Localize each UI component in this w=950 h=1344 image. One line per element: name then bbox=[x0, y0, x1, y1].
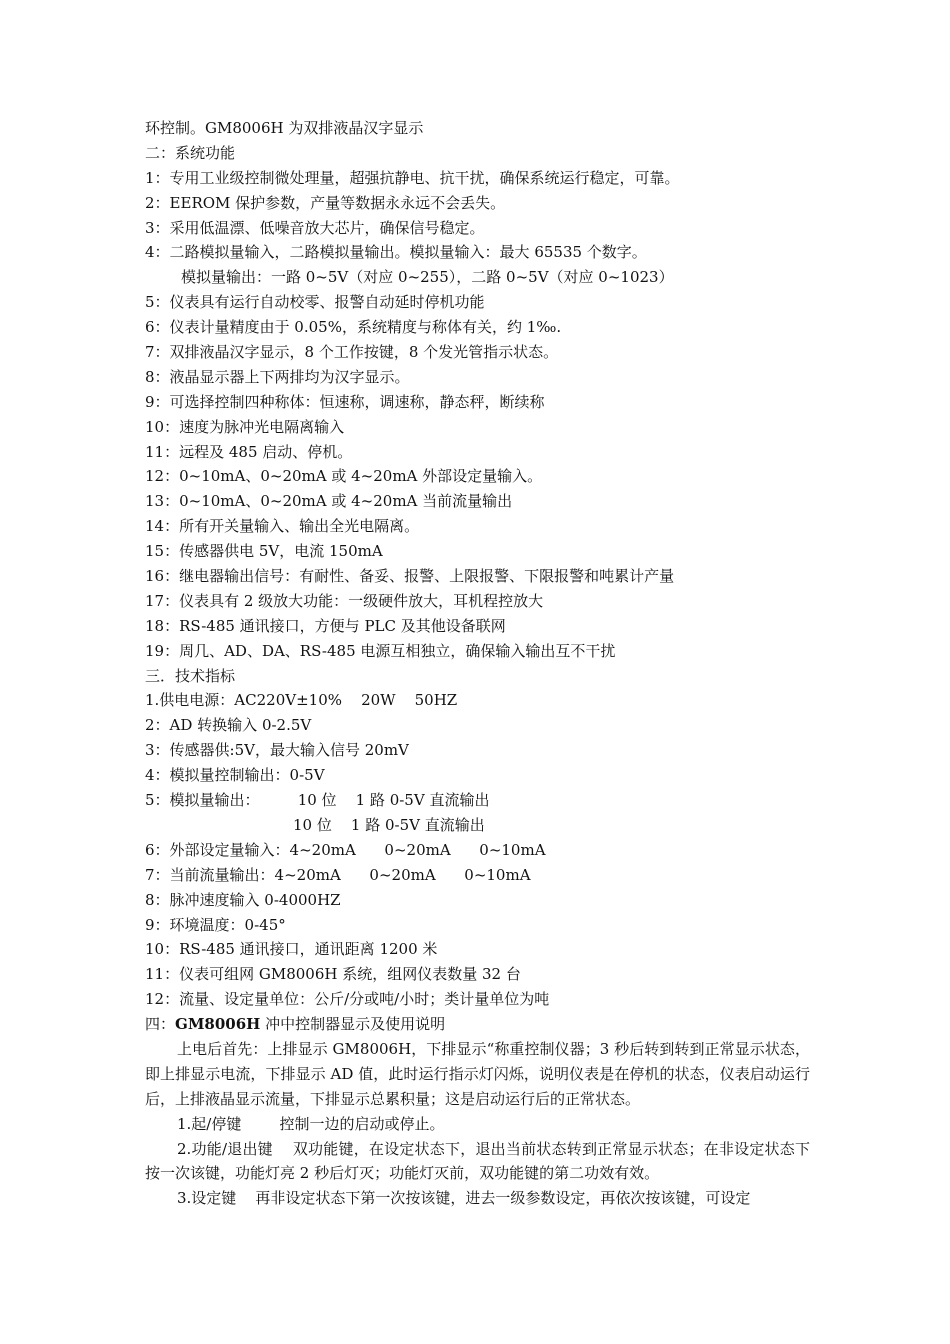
function-item: 模拟量输出：一路 0~5V（对应 0~255），二路 0~5V（对应 0~1023） bbox=[181, 268, 674, 287]
function-item: 7：双排液晶汉字显示，8 个工作按键，8 个发光管指示状态。 bbox=[145, 343, 559, 362]
function-item: 2：EEROM 保护参数，产量等数据永永远不会丢失。 bbox=[145, 193, 506, 212]
function-item: 12：0~10mA、0~20mA 或 4~20mA 外部设定量输入。 bbox=[145, 467, 543, 486]
function-item: 18：RS-485 通讯接口，方便与 PLC 及其他设备联网 bbox=[145, 616, 506, 635]
section-prefix: 四： bbox=[145, 1015, 176, 1034]
section-title-rest: 冲中控制器显示及使用说明 bbox=[260, 1015, 446, 1034]
paragraph-set-key: 3.设定键 再非设定状态下第一次按该键，进去一级参数设定，再依次按该键，可设定 bbox=[177, 1189, 751, 1208]
spec-item: 3：传感器供:5V，最大输入信号 20mV bbox=[145, 741, 409, 760]
function-item: 4：二路模拟量输入，二路模拟量输出。模拟量输入：最大 65535 个数字。 bbox=[145, 243, 647, 262]
function-item: 19：周几、AD、DA、RS-485 电源互相独立，确保输入输出互不干扰 bbox=[145, 641, 616, 660]
spec-item: 4：模拟量控制输出：0-5V bbox=[145, 766, 325, 785]
intro-line: 环控制。GM8006H 为双排液晶汉字显示 bbox=[145, 119, 424, 137]
function-item: 5：仪表具有运行自动校零、报警自动延时停机功能 bbox=[145, 293, 485, 312]
function-item: 3：采用低温漂、低噪音放大芯片，确保信号稳定。 bbox=[145, 218, 485, 237]
function-item: 10：速度为脉冲光电隔离输入 bbox=[145, 417, 345, 436]
spec-item: 6：外部设定量输入：4~20mA 0~20mA 0~10mA bbox=[145, 840, 546, 859]
function-item: 8：液晶显示器上下两排均为汉字显示。 bbox=[145, 367, 410, 386]
function-item: 11：远程及 485 启动、停机。 bbox=[145, 442, 353, 461]
spec-item: 11：仪表可组网 GM8006H 系统，组网仪表数量 32 台 bbox=[145, 965, 521, 984]
document-page bbox=[145, 116, 810, 1211]
function-item: 16：继电器输出信号：有耐性、备妥、报警、上限报警、下限报警和吨累计产量 bbox=[145, 567, 675, 586]
spec-item: 12：流量、设定量单位：公斤/分或吨/小时；类计量单位为吨 bbox=[145, 990, 550, 1009]
spec-item: 9：环境温度：0-45° bbox=[145, 915, 286, 934]
spec-item: 7：当前流量输出：4~20mA 0~20mA 0~10mA bbox=[145, 865, 531, 884]
spec-item: 8：脉冲速度输入 0-4000HZ bbox=[145, 890, 341, 909]
paragraph-start-stop-key: 1.起/停键 控制一边的启动或停止。 bbox=[177, 1114, 445, 1133]
model-name: GM8006H bbox=[175, 1015, 261, 1034]
function-item: 9：可选择控制四种称体：恒速称，调速称，静态秤，断续称 bbox=[145, 392, 545, 411]
spec-item: 1.供电电源：AC220V±10% 20W 50HZ bbox=[145, 691, 458, 710]
section-title-functions: 二：系统功能 bbox=[145, 143, 236, 162]
function-item: 15：传感器供电 5V，电流 150mA bbox=[145, 542, 383, 561]
spec-item: 10：RS-485 通讯接口，通讯距离 1200 米 bbox=[145, 940, 438, 959]
spec-item: 10 位 1 路 0-5V 直流输出 bbox=[293, 815, 485, 834]
function-item: 13：0~10mA、0~20mA 或 4~20mA 当前流量输出 bbox=[145, 492, 513, 511]
function-item: 6：仪表计量精度由于 0.05%，系统精度与称体有关，约 1‰. bbox=[145, 318, 562, 337]
function-item: 14：所有开关量输入、输出全光电隔离。 bbox=[145, 517, 420, 536]
spec-item: 2：AD 转换输入 0-2.5V bbox=[145, 716, 312, 735]
spec-item: 5：模拟量输出： 10 位 1 路 0-5V 直流输出 bbox=[145, 791, 490, 810]
function-item: 17：仪表具有 2 级放大功能：一级硬件放大，耳机程控放大 bbox=[145, 591, 544, 610]
section-title-specs: 三．技术指标 bbox=[145, 666, 236, 685]
paragraph-power-on: 上电后首先：上排显示 GM8006H，下排显示“称重控制仪器；3 秒后转到转到正常显示状态，即上排显示电流，下排显示 AD 值，此时运行指示灯闪烁，说明仪表是在停机的状态，仪表启动运行后，上排液晶显示流量，下排显示总累积量；这是启动运行后的正常状态。 bbox=[145, 1039, 810, 1108]
paragraph-function-exit-key: 2.功能/退出键 双功能键，在设定状态下，退出当前状态转到正常显示状态；在非设定状态下按一次该键，功能灯亮 2 秒后灯灭；功能灯灭前，双功能键的第二功效有效。 bbox=[145, 1139, 810, 1183]
section-title-usage bbox=[145, 1012, 810, 1037]
function-item: 1：专用工业级控制微处理量，超强抗静电、抗干扰，确保系统运行稳定，可靠。 bbox=[145, 168, 680, 187]
